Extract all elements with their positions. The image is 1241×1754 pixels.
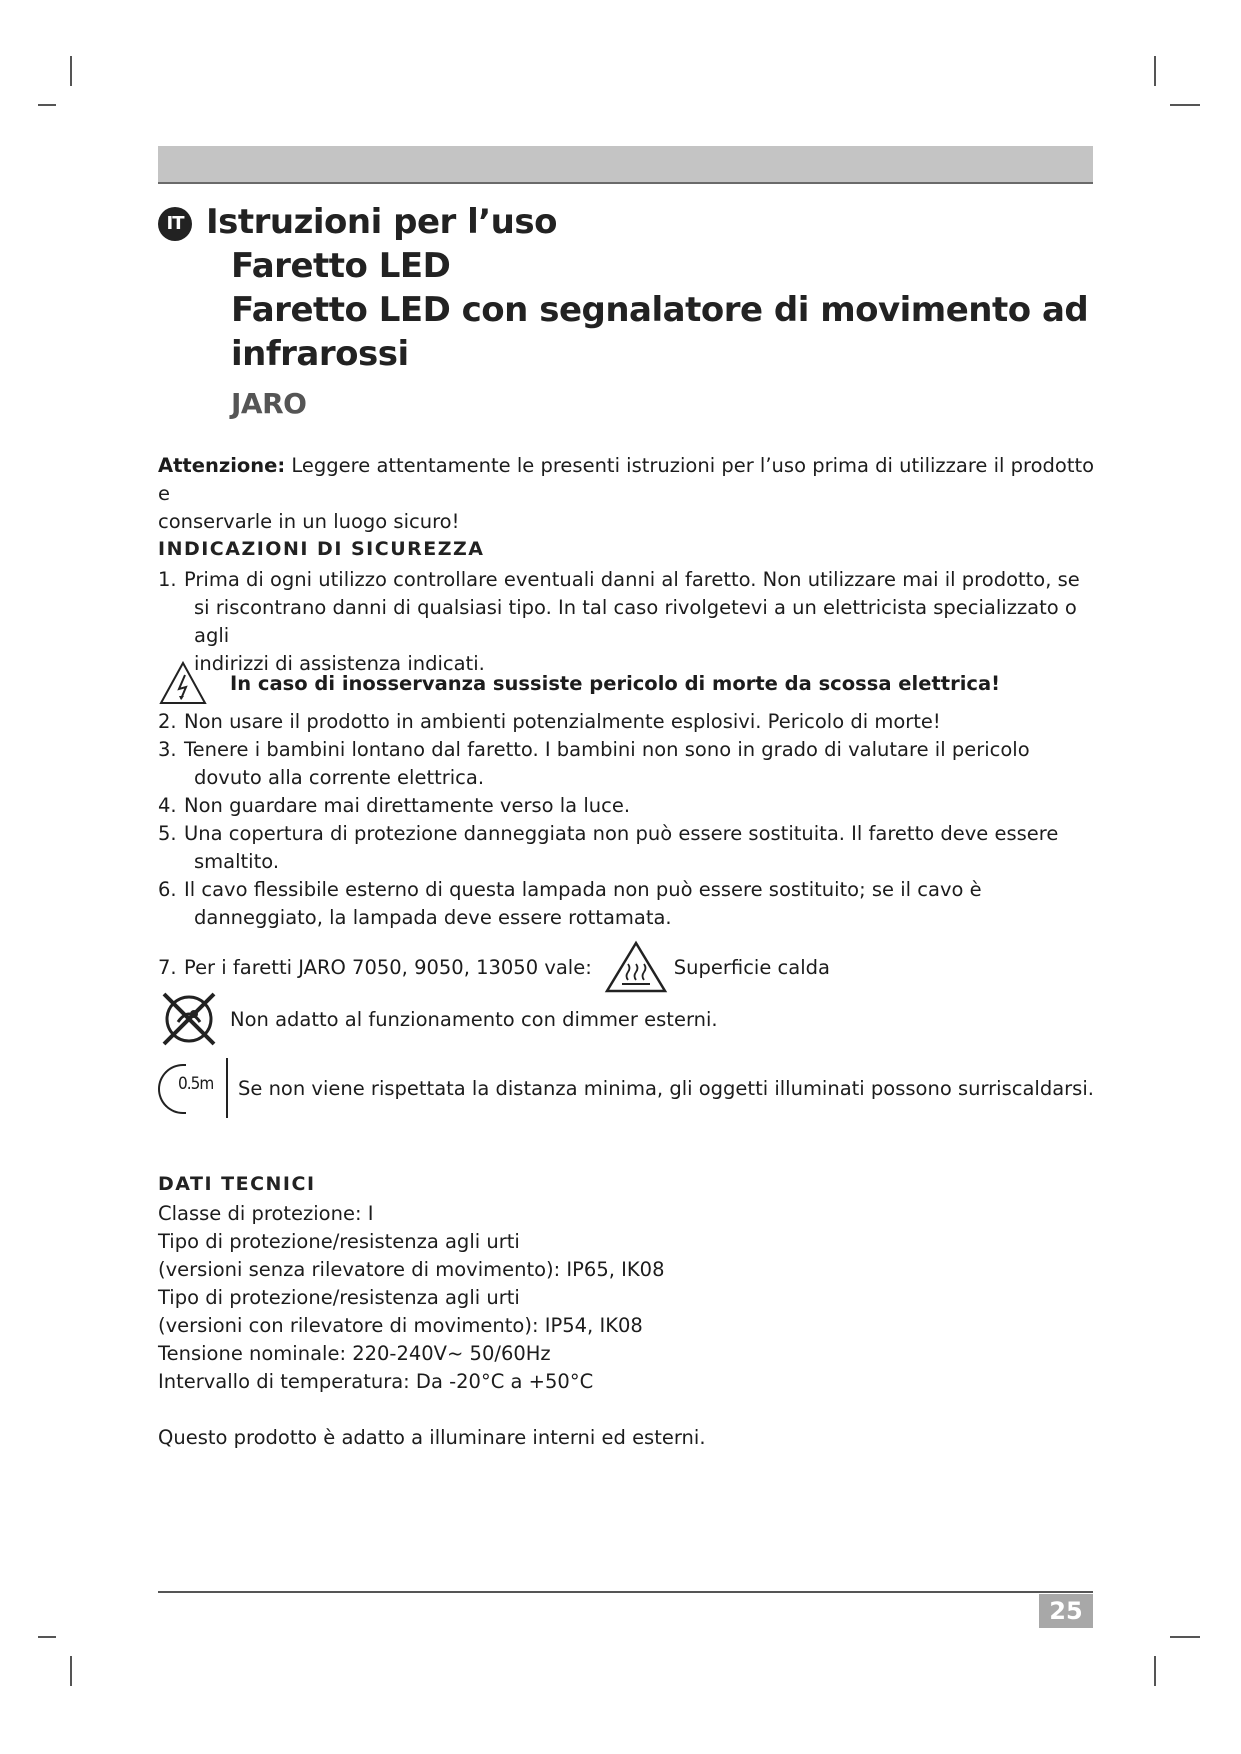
distance-text: Se non viene rispettata la distanza minima, gli oggetti illuminati possono surriscaldarsi.: [238, 1076, 1094, 1100]
tech-line: Tipo di protezione/resistenza agli urti: [158, 1286, 520, 1309]
tech-data: [158, 1200, 1098, 1452]
list-item-7: 7. Per i faretti JARO 7050, 9050, 13050 vale: Superficie calda: [158, 940, 830, 994]
footer-rule: [158, 1591, 1093, 1593]
intro-label: Attenzione:: [158, 454, 286, 477]
list-item: 2. Non usare il prodotto in ambienti potenzialmente esplosivi. Pericolo di morte!: [158, 710, 941, 733]
list-item: 5. Una copertura di protezione danneggiata non può essere sostituita. Il faretto deve essere smaltito.: [158, 822, 1059, 873]
crop-mark: [1154, 56, 1156, 86]
list-item: 3. Tenere i bambini lontano dal faretto. I bambini non sono in grado di valutare il pericolo dovuto alla corrente elettrica.: [158, 738, 1030, 789]
crop-mark: [70, 1656, 72, 1686]
tech-line: (versioni senza rilevatore di movimento): IP65, IK08: [158, 1258, 665, 1281]
model-name: JARO: [231, 387, 307, 420]
electric-hazard-icon: [158, 660, 208, 706]
hazard-text: In caso di inosservanza sussiste pericolo di morte da scossa elettrica!: [230, 671, 1000, 695]
hot-surface-icon: [604, 940, 668, 994]
crop-mark: [38, 104, 56, 106]
list-item: 6. Il cavo flessibile esterno di questa lampada non può essere sostituito; se il cavo è danneggiato, la lampada deve essere rottamata.: [158, 878, 982, 929]
crop-mark: [70, 56, 72, 86]
distance-notice: [158, 1058, 1094, 1118]
crop-mark: [1170, 104, 1200, 106]
tech-line: Intervallo di temperatura: Da -20°C a +50°C: [158, 1370, 594, 1393]
product-title-long: Faretto LED con segnalatore di movimento ad: [231, 290, 1089, 330]
product-title-long-cont: infrarossi: [231, 334, 409, 374]
page-number: 25: [1039, 1594, 1093, 1628]
title-block: [158, 200, 1108, 426]
safety-list-2: [158, 708, 1098, 932]
tech-line: Tensione nominale: 220-240V~ 50/60Hz: [158, 1342, 551, 1365]
product-title: Faretto LED: [231, 246, 451, 286]
dimmer-notice: [158, 988, 718, 1050]
no-dimmer-icon: [158, 988, 220, 1050]
tech-heading: DATI TECNICI: [158, 1173, 316, 1195]
electric-hazard-warning: [158, 660, 1000, 706]
list-item: 1. Prima di ogni utilizzo controllare eventuali danni al faretto. Non utilizzare mai il prodotto, se si riscontrano danni di qualsiasi tipo. In tal caso rivolgetevi a un elettricista specializzato o agli indirizzi di assistenza indicati.: [158, 568, 1080, 675]
dimmer-text: Non adatto al funzionamento con dimmer esterni.: [230, 1007, 718, 1031]
tech-line: (versioni con rilevatore di movimento): IP54, IK08: [158, 1314, 643, 1337]
min-distance-icon: 0.5m: [158, 1058, 230, 1118]
header-bar: [158, 146, 1093, 184]
intro-text: Leggere attentamente le presenti istruzioni per l’uso prima di utilizzare il prodotto e: [158, 454, 1095, 505]
crop-mark: [1170, 1636, 1200, 1638]
intro-text-cont: conservarle in un luogo sicuro!: [158, 510, 460, 533]
list-item: 4. Non guardare mai direttamente verso la luce.: [158, 794, 631, 817]
hot-surface-label: Superficie calda: [673, 955, 830, 979]
page-title: IT Istruzioni per l’uso: [158, 200, 1108, 244]
usage-note: Questo prodotto è adatto a illuminare interni ed esterni.: [158, 1426, 706, 1449]
crop-mark: [1154, 1656, 1156, 1686]
tech-line: Classe di protezione: I: [158, 1202, 374, 1225]
tech-line: Tipo di protezione/resistenza agli urti: [158, 1230, 520, 1253]
crop-mark: [38, 1636, 56, 1638]
intro-warning: [158, 452, 1098, 536]
language-badge: IT: [158, 207, 192, 241]
safety-heading: INDICAZIONI DI SICUREZZA: [158, 538, 485, 560]
